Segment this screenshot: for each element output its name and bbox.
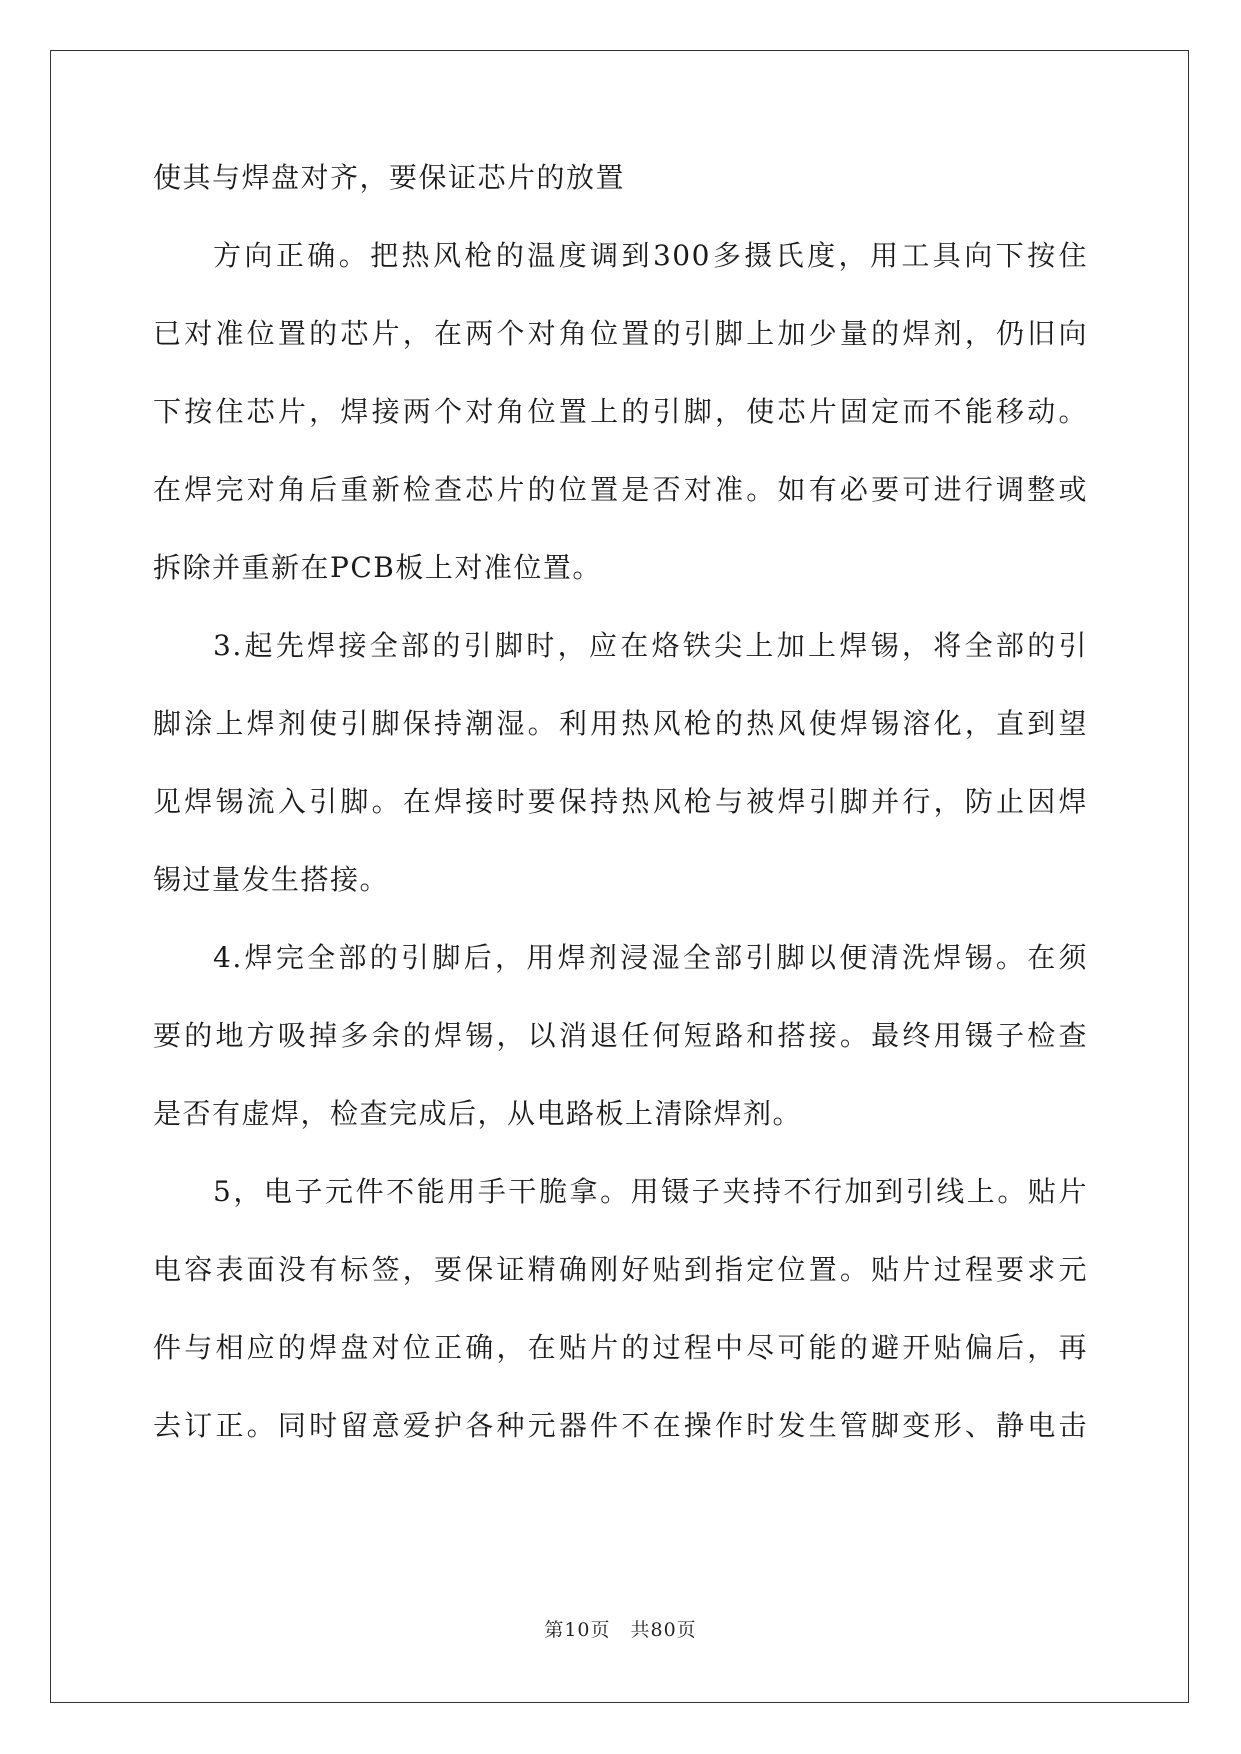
text-line: 使其与焊盘对齐，要保证芯片的放置 xyxy=(153,161,626,194)
text-line: 件与相应的焊盘对位正确，在贴片的过程中尽可能的避开贴偏后，再 xyxy=(153,1331,1088,1364)
text-line: 见焊锡流入引脚。在焊接时要保持热风枪与被焊引脚并行，防止因焊 xyxy=(153,785,1088,818)
paragraph-start-line: 4.焊完全部的引脚后，用焊剂浸湿全部引脚以便清洗焊锡。在须 xyxy=(213,941,1088,974)
text-line: 锡过量发生搭接。 xyxy=(153,863,390,896)
text-line: 要的地方吸掉多余的焊锡，以消退任何短路和搭接。最终用镊子检查 xyxy=(153,1019,1088,1052)
paragraph-start-line: 5，电子元件不能用手干脆拿。用镊子夹持不行加到引线上。贴片 xyxy=(213,1175,1088,1208)
paragraph-start-line: 3.起先焊接全部的引脚时，应在烙铁尖上加上焊锡，将全部的引 xyxy=(213,629,1088,662)
text-line: 拆除并重新在PCB板上对准位置。 xyxy=(153,551,602,584)
text-line: 下按住芯片，焊接两个对角位置上的引脚，使芯片固定而不能移动。 xyxy=(153,395,1088,428)
text-line: 已对准位置的芯片，在两个对角位置的引脚上加少量的焊剂，仍旧向 xyxy=(153,317,1088,350)
current-page-number: 第10页 xyxy=(544,1619,611,1641)
text-line: 脚涂上焊剂使引脚保持潮湿。利用热风枪的热风使焊锡溶化，直到望 xyxy=(153,707,1088,740)
text-line: 在焊完对角后重新检查芯片的位置是否对准。如有必要可进行调整或 xyxy=(153,473,1088,506)
paragraph-start-line: 方向正确。把热风枪的温度调到300多摄氏度，用工具向下按住 xyxy=(213,239,1088,272)
page-footer xyxy=(0,1615,1241,1642)
text-line: 电容表面没有标签，要保证精确刚好贴到指定位置。贴片过程要求元 xyxy=(153,1253,1088,1286)
text-line: 去订正。同时留意爱护各种元器件不在操作时发生管脚变形、静电击 xyxy=(153,1409,1088,1442)
document-body xyxy=(153,160,1088,1486)
text-line: 是否有虚焊，检查完成后，从电路板上清除焊剂。 xyxy=(153,1097,803,1130)
total-page-count: 共80页 xyxy=(630,1619,697,1641)
